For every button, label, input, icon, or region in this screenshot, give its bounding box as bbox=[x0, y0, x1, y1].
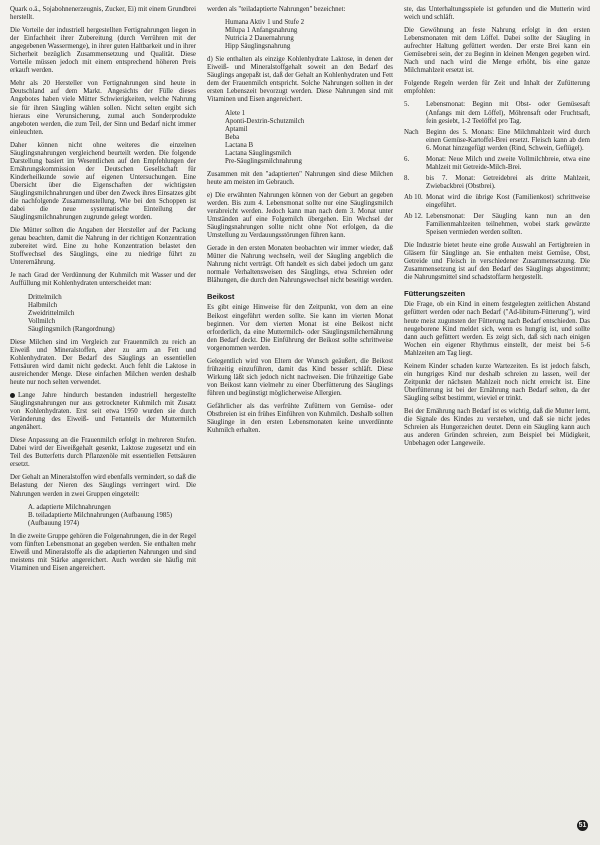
list-item: Nutricia 2 Dauernahrung bbox=[225, 35, 294, 43]
list-item-number: 6. bbox=[404, 155, 410, 163]
list-item: B. teiladaptierte Milchnahrungen (Aufbauung 1985) bbox=[28, 511, 173, 519]
column-1 bbox=[10, 6, 196, 837]
paragraph: werden als "teiladaptierte Nahrungen" bezeichnet: bbox=[207, 6, 346, 13]
paragraph-text: Lange Jahre hindurch bestanden industriell hergestellte Säuglingsnahrungen nur aus getrockneter Kuhmilch mit Zusatz von Kohlenhydraten. Erst seit etwa 1950 wurden sie durch Veränderung des Eiweiß- und Fettanteils der Muttermilch angenähert. bbox=[10, 392, 196, 432]
page-number-badge: 51 bbox=[578, 822, 587, 829]
list-item: Halbmilch bbox=[28, 301, 58, 309]
list-item: (Aufbauung 1974) bbox=[28, 519, 80, 527]
list-item: Beba bbox=[225, 133, 240, 141]
paragraph: Diese Anpassung an die Frauenmilch erfolgt in mehreren Stufen. Dabei wird der Eiweißgehalt gesenkt, Laktose zugesetzt und ein Teil des Butterfetts durch Pflanzenöle mit essentiellen Fettsäuren ersetzt. bbox=[10, 437, 196, 469]
milk-types-list bbox=[10, 294, 196, 334]
list-item: Aptamil bbox=[225, 125, 248, 133]
list-item-text: Monat: Neue Milch und zweite Vollmilchbreie, etwa eine Mahlzeit mit Getreide-Milch-Brei. bbox=[426, 155, 590, 171]
product-list-b bbox=[207, 110, 393, 166]
paragraph: Die Gewöhnung an feste Nahrung erfolgt in den ersten Lebensmonaten mit dem Löffel. Dabei sollte der Säugling in aufrechter Haltung gefüttert werden. Der erste Brei kann ein Gemüsebrei sein, der zu Beginn in kleinen Mengen gegeben wird. Nach und nach wird die Menge erhöht, bis eine ganze Milchmahlzeit ersetzt ist. bbox=[404, 27, 590, 75]
list-item-number: Ab 10. bbox=[404, 193, 423, 201]
paragraph: Bei der Ernährung nach Bedarf ist es wichtig, daß die Mutter lernt, die Signale des Kindes zu verstehen, und daß sie nicht jedes Schreien als Hungerzeichen deutet. Denn ein Säugling kann auch aus anderen Gründen schreien, zum Beispiel bei Müdigkeit, Unbehagen oder Langeweile. bbox=[404, 407, 590, 448]
paragraph: ste, das Unterhaltungsspiele ist gefunden und die Mutterin wird weich und schläft. bbox=[404, 6, 590, 22]
list-item bbox=[404, 194, 590, 210]
list-item-text: Beginn des 5. Monats: Eine Milchmahlzeit wird durch einen Gemüse-Kartoffel-Brei ersetzt. Fleisch kann ab dem 6. Monat hinzugefügt werden (Rind, Schwein, Geflügel). bbox=[426, 128, 590, 152]
list-item-text: bis 7. Monat: Getreidebrei als dritte Mahlzeit, Zwiebackbrei (Obstbrei). bbox=[426, 174, 590, 190]
paragraph: Quark o.ä., Sojabohnenerzeugnis, Zucker, Ei) mit einem Grundbrei herstellt. bbox=[10, 6, 196, 22]
list-item: Lactana B bbox=[225, 141, 254, 149]
list-item: Pre-Säuglingsmilchnahrung bbox=[225, 157, 302, 165]
list-item: Vollmilch bbox=[28, 317, 56, 325]
list-item-number: Nach bbox=[404, 128, 419, 136]
paragraph: Gerade in den ersten Monaten beobachten wir immer wieder, daß Mütter die Nahrung wechseln, weil der Säugling angeblich die Nahrung nicht verträgt. Oft handelt es sich dabei jedoch um ganz normale Verhaltensweisen des Säuglings, etwa Schreien oder Blähungen, die durch den Nahrungswechsel nicht beseitigt werden. bbox=[207, 245, 393, 285]
list-item: Milupa 1 Anfangsnahrung bbox=[225, 27, 298, 35]
feeding-schedule-list bbox=[404, 101, 590, 237]
list-item-number: 5. bbox=[404, 101, 410, 109]
section-heading-fuetterungszeiten: Fütterungszeiten bbox=[404, 289, 466, 299]
list-item: Drittelmilch bbox=[28, 293, 62, 301]
list-item: Humana Aktiv 1 und Stufe 2 bbox=[225, 19, 305, 27]
list-item-text: Lebensmonat: Beginn mit Obst- oder Gemüsesaft (Anfangs mit dem Löffel), Möhrensaft oder Fruchtsaft, fein gesiebt, 1-2 Teelöffel pro Tag. bbox=[426, 101, 590, 125]
list-item: Alete 1 bbox=[225, 109, 246, 117]
bullet-icon bbox=[10, 393, 15, 398]
paragraph: e) Die erwähnten Nahrungen können von der Geburt an gegeben werden. Bis zum 4. Lebensmonat sollte nur eine Säuglingsmilch verabreicht werden. Jedoch kann man nach dem 3. Monat unter Umständen auf eine Folgemilch übergehen. Ein Wechsel der Säuglingsnahrungen sollte nicht ohne Not erfolgen, da die Umstellung zu Verdauungsstörungen führen kann. bbox=[207, 191, 393, 240]
paragraph: Keinem Kinder schaden kurze Wartezeiten. Es ist jedoch falsch, ein hungriges Kind nur deshalb schreien zu lassen, weil der Zeitpunkt der nächsten Mahlzeit noch nicht erreicht ist. Eine Überfütterung ist bei der Ernährung nach Bedarf selten, da der Säugling selbst bestimmt, wieviel er trinkt. bbox=[404, 362, 590, 402]
paragraph: Die Frage, ob ein Kind in einem festgelegten zeitlichen Abstand gefüttert werden oder nach Bedarf ("Ad-libitum-Fütterung"), wird heute meist zugunsten der Fütterung nach Bedarf entschieden. Das neugeborene Kind meldet sich, wenn es hungrig ist, und sollte dann auch gefüttert werden. Es zeigt sich, daß sich nach einigen Wochen ein eigener Rhythmus einstellt, der meist bei 5-6 Mahlzeiten am Tag liegt. bbox=[404, 301, 590, 357]
paragraph-with-bullet bbox=[10, 392, 196, 432]
column-3 bbox=[404, 6, 590, 837]
list-item-text: Lebensmonat: Der Säugling kann nun an den Familienmahlzeiten teilnehmen, wobei stark gewürzte Speisen vermieden werden sollten. bbox=[426, 213, 590, 237]
paragraph: Mehr als 20 Hersteller von Fertignahrungen sind heute in Deutschland auf dem Markt. Angesichts der Fülle dieses Angebotes haben viele Mütter Schwierigkeiten, welche Nahrung sie für ihren Säugling wählen sollen. Nicht selten ergibt sich hieraus eine Verunsicherung, zumal auch Sonderprodukte angeboten werden, die zum Teil, der Sinn und Bedarf nicht immer einleuchten. bbox=[10, 80, 196, 136]
list-item: A. adaptierte Milchnahrungen bbox=[28, 503, 111, 511]
list-item-number: Ab 12. bbox=[404, 213, 423, 221]
list-item: Hipp Säuglingsnahrung bbox=[225, 43, 291, 51]
list-item: Lactana Säuglingsmilch bbox=[225, 149, 292, 157]
list-item: Säuglingsmilch (Rangordnung) bbox=[28, 325, 115, 333]
list-item bbox=[404, 129, 590, 153]
list-item: Zweidrittelmilch bbox=[28, 309, 75, 317]
list-item-number: 8. bbox=[404, 174, 410, 182]
paragraph: In die zweite Gruppe gehören die Folgenahrungen, die in der Regel vom fünften Lebensmonat an gegeben werden. Sie enthalten mehr Eiweiß und Mineralstoffe als die adaptierten Nahrungen und sind meistens mit Stärke angereichert. Auch werden sie häufig mit Vitaminen und Eisen angereichert. bbox=[10, 532, 196, 572]
paragraph: Die Industrie bietet heute eine große Auswahl an Fertigbreien in Gläsern für Säuglinge an. Sie enthalten meist Gemüse, Obst, Getreide und Fleisch in verschiedener Zusammensetzung. Die Zusammensetzung ist auf den Bedarf des Säuglings abgestimmt; die Nahrungsmittel sind schadstoffarm hergestellt. bbox=[404, 242, 590, 282]
text-columns bbox=[10, 6, 590, 837]
paragraph: Gefährlicher als das verfrühte Zufüttern von Gemüse- oder Obstbreien ist ein frühes Einführen von Kuhmilch. Deshalb sollten Säuglinge in den ersten Lebensmonaten keine unverdünnte Kuhmilch erhalten. bbox=[207, 402, 393, 435]
list-item-text: Monat wird die übrige Kost (Familienkost) schrittweise eingeführt. bbox=[426, 193, 590, 209]
paragraph: Zusammen mit den "adaptierten" Nahrungen sind diese Milchen heute am meisten im Gebrauch. bbox=[207, 170, 393, 186]
product-list-a bbox=[207, 19, 393, 51]
paragraph: Je nach Grad der Verdünnung der Kuhmilch mit Wasser und der Auffüllung mit Kohlenhydraten unterscheidet man: bbox=[10, 272, 196, 288]
nutrition-groups-list bbox=[10, 504, 196, 528]
paragraph: Die Mütter sollten die Angaben der Hersteller auf der Packung genau beachten, damit die Nahrung in der richtigen Konzentration zubereitet wird. Eine zu hohe Konzentration belastet den Stoffwechsel des Säuglings, eine zu niedrige führt zu Unterernährung. bbox=[10, 227, 196, 267]
list-item bbox=[404, 213, 590, 237]
list-item bbox=[404, 156, 590, 172]
list-item bbox=[404, 101, 590, 125]
paragraph: Es gibt einige Hinweise für den Zeitpunkt, von dem an eine Beikost eingeführt werden sollte. Sie kann im vierten Monat beginnen. Vor dem vierten Monat ist eine Beikost nicht erforderlich, da eine Muttermilch- oder Säuglingsmilchernährung den Bedarf deckt. Die Einführung der Beikost sollte schrittweise vorgenommen werden. bbox=[207, 304, 393, 352]
paragraph: Diese Milchen sind im Vergleich zur Frauenmilch zu reich an Eiweiß und Mineralstoffen, aber zu arm an Fett und Kohlenhydraten. Der Bedarf des Säuglings an essentiellen Fettsäuren wird damit nicht gedeckt. Auch fehlt die Laktose in ausreichender Menge. Diese einfachen Milchen werden deshalb heute nur noch selten verwendet. bbox=[10, 338, 196, 386]
paragraph: d) Sie enthalten als einzige Kohlenhydrate Laktose, in denen der Eiweiß- und Mineralstoffgehalt soweit an den Bedarf des Säuglings angepaßt ist, daß der Gehalt an Kohlenhydraten und Fett dem der Frauenmilch entspricht. Solche Nahrungen sollten in der ersten Lebenszeit bevorzugt werden. Diese Nahrungen sind mit Vitaminen und Eisen angereichert. bbox=[207, 56, 393, 104]
paragraph: Daher können nicht ohne weiteres die einzelnen Säuglingsnahrungen vergleichend beurteilt werden. Die folgende Darstellung basiert im Wesentlichen auf den Empfehlungen der Ernährungskommission der Deutschen Gesellschaft für Kinderheilkunde sowie auf eigenen Untersuchungen. Eine Übersicht über die Eigenschaften der wichtigsten Säuglingsmilchnahrungen und über den Zweck ihres Einsatzes gibt die nachfolgende Zusammenstellung. Wie bei den Schoppen ist dabei die neue systematische Einteilung der Säuglingsmilchnahrungen zugrunde gelegt worden. bbox=[10, 141, 196, 222]
section-heading-beikost: Beikost bbox=[207, 292, 235, 302]
paragraph: Folgende Regeln werden für Zeit und Inhalt der Zufütterung empfohlen: bbox=[404, 80, 590, 96]
column-2 bbox=[207, 6, 393, 837]
list-item: Aponti-Dextrin-Schutzmilch bbox=[225, 117, 305, 125]
paragraph: Gelegentlich wird von Eltern der Wunsch geäußert, die Beikost frühzeitig einzuführen, damit das Kind besser schläft. Diese Wirkung läßt sich jedoch nicht nachweisen. Die frühzeitige Gabe von Beikost kann vielmehr zu einer Überfütterung des Säuglings führen und begünstigt möglicherweise Allergien. bbox=[207, 357, 393, 397]
paragraph: Die Vorteile der industriell hergestellten Fertignahrungen liegen in der Einfachheit ihrer Zubereitung (durch Verrühren mit der angegebenen Wassermenge), in ihrer guten Haltbarkeit und in ihrer Sicherheit bezüglich Zusammensetzung und Qualität. Diese Vorteile müssen jedoch mit einem entsprechend höheren Preis erkauft werden. bbox=[10, 27, 196, 75]
list-item bbox=[404, 175, 590, 191]
paragraph: Der Gehalt an Mineralstoffen wird ebenfalls vermindert, so daß die Belastung der Nieren des Säuglings verringert wird. Die Nahrungen werden in zwei Gruppen eingeteilt: bbox=[10, 474, 196, 498]
